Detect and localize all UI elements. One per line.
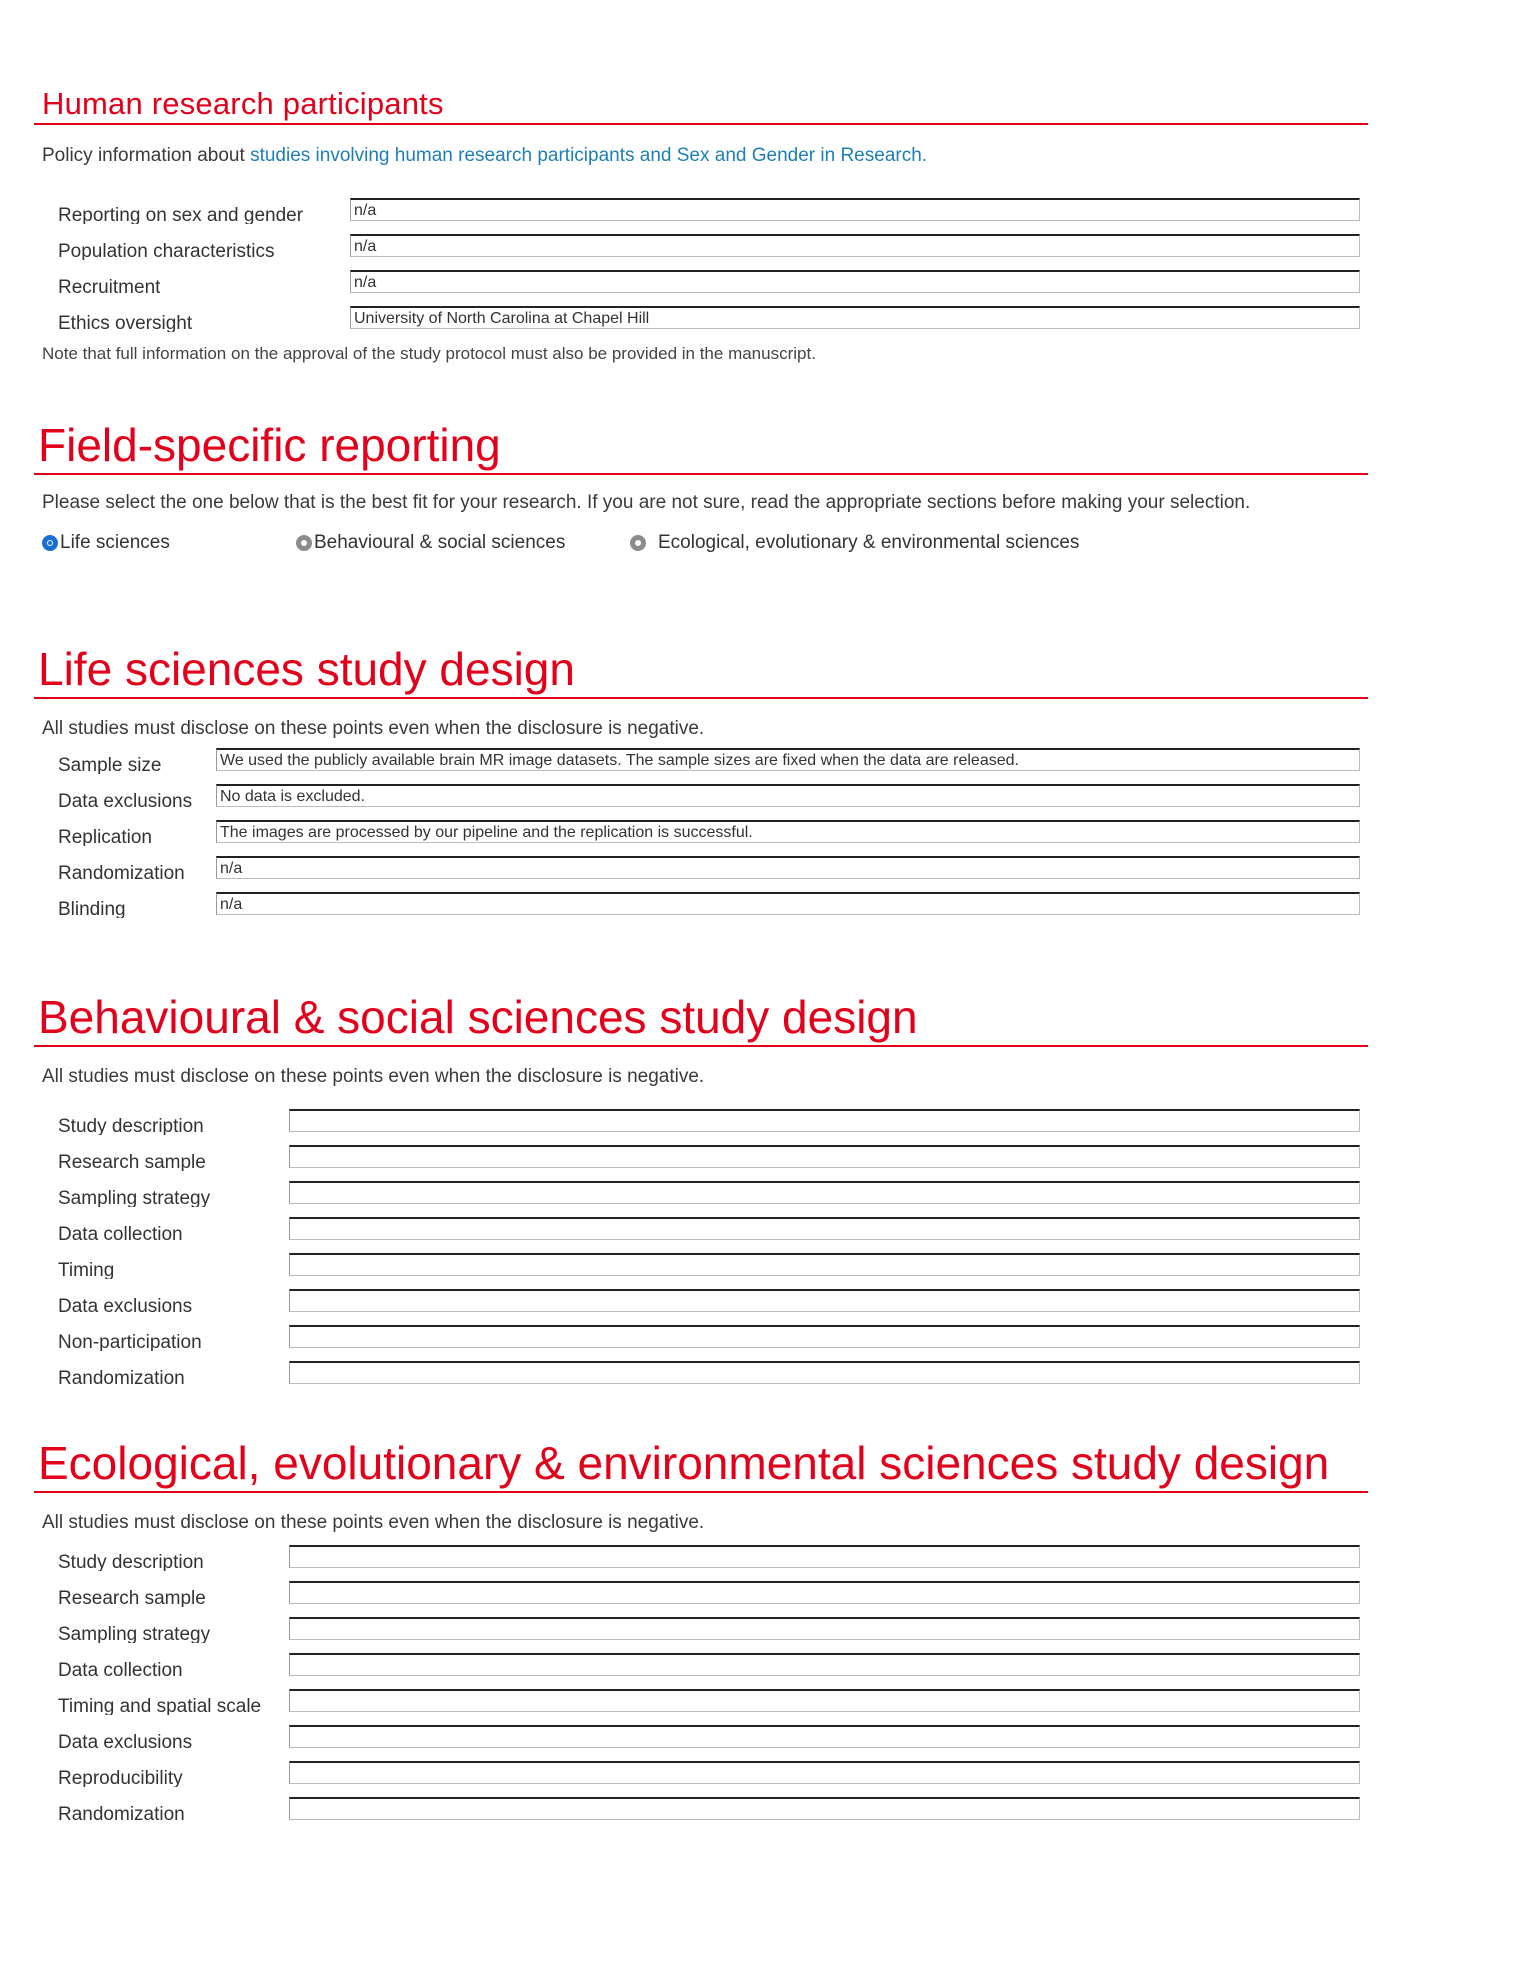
radio-label: Ecological, evolutionary & environmental sciences <box>658 532 1080 553</box>
ethics-note: Note that full information on the approval of the study protocol must also be provided in the manuscript. <box>42 344 816 363</box>
field-label: Reporting on sex and gender <box>58 205 304 224</box>
field-label: Non-participation <box>58 1332 202 1351</box>
form-row-timing <box>58 1253 1360 1279</box>
ethics-oversight-field[interactable]: University of North Carolina at Chapel Hill <box>350 306 1360 329</box>
form-row-data-collection <box>58 1653 1360 1679</box>
section-divider <box>34 1045 1368 1047</box>
form-row-sample-size <box>58 748 1360 774</box>
form-row-non-participation <box>58 1325 1360 1351</box>
form-row-population-characteristics <box>58 234 1360 260</box>
field-label: Recruitment <box>58 277 161 296</box>
field-label: Sample size <box>58 755 162 774</box>
sample-size-field[interactable]: We used the publicly available brain MR image datasets. The sample sizes are fixed when the data are released. <box>216 748 1360 771</box>
field-label: Data exclusions <box>58 1732 193 1751</box>
field-label: Timing and spatial scale <box>58 1696 262 1715</box>
sampling-strategy-field[interactable] <box>289 1617 1360 1640</box>
field-label: Research sample <box>58 1152 206 1171</box>
radio-life-sciences[interactable] <box>42 532 170 554</box>
data-collection-field[interactable] <box>289 1217 1360 1240</box>
section-divider <box>34 473 1368 475</box>
data-exclusions-field[interactable] <box>289 1289 1360 1312</box>
ecological-intro: All studies must disclose on these points even when the disclosure is negative. <box>42 1512 705 1533</box>
section-divider <box>34 123 1368 125</box>
behavioural-title: Behavioural & social sciences study design <box>38 991 918 1043</box>
sampling-strategy-field[interactable] <box>289 1181 1360 1204</box>
data-collection-field[interactable] <box>289 1653 1360 1676</box>
research-sample-field[interactable] <box>289 1145 1360 1168</box>
form-row-sampling-strategy <box>58 1617 1360 1643</box>
randomization-field[interactable]: n/a <box>216 856 1360 879</box>
form-row-research-sample <box>58 1145 1360 1171</box>
randomization-field[interactable] <box>289 1361 1360 1384</box>
data-exclusions-field[interactable]: No data is excluded. <box>216 784 1360 807</box>
ecological-title: Ecological, evolutionary & environmental sciences study design <box>38 1437 1330 1489</box>
policy-prefix: Policy information about <box>42 145 251 166</box>
policy-link[interactable]: studies involving human research participants and Sex and Gender in Research. <box>250 145 928 166</box>
field-label: Randomization <box>58 1368 185 1387</box>
radio-behavioural-social[interactable] <box>296 532 565 554</box>
form-row-reproducibility <box>58 1761 1360 1787</box>
form-row-blinding <box>58 892 1360 918</box>
radio-selected-icon <box>42 535 58 551</box>
form-row-randomization <box>58 1361 1360 1387</box>
form-row-data-collection <box>58 1217 1360 1243</box>
research-sample-field[interactable] <box>289 1581 1360 1604</box>
radio-label: Life sciences <box>60 532 170 553</box>
field-label: Randomization <box>58 1804 185 1823</box>
field-label: Study description <box>58 1552 204 1571</box>
field-label: Sampling strategy <box>58 1188 211 1207</box>
field-label: Data exclusions <box>58 791 193 810</box>
life-intro: All studies must disclose on these points even when the disclosure is negative. <box>42 718 705 739</box>
population-characteristics-field[interactable]: n/a <box>350 234 1360 257</box>
field-label: Randomization <box>58 863 185 882</box>
human-section-title: Human research participants <box>42 86 444 121</box>
form-row-timing-spatial-scale <box>58 1689 1360 1715</box>
field-label: Replication <box>58 827 152 846</box>
field-label: Ethics oversight <box>58 313 193 332</box>
field-label: Research sample <box>58 1588 206 1607</box>
form-row-study-description <box>58 1545 1360 1571</box>
blinding-field[interactable]: n/a <box>216 892 1360 915</box>
radio-unselected-icon <box>296 535 312 551</box>
recruitment-field[interactable]: n/a <box>350 270 1360 293</box>
form-row-reporting-sex-gender <box>58 198 1360 224</box>
reporting-sex-gender-field[interactable]: n/a <box>350 198 1360 221</box>
randomization-field[interactable] <box>289 1797 1360 1820</box>
field-label: Reproducibility <box>58 1768 183 1787</box>
form-row-randomization <box>58 1797 1360 1823</box>
field-label: Study description <box>58 1116 204 1135</box>
field-label: Data collection <box>58 1660 183 1679</box>
form-row-data-exclusions <box>58 1725 1360 1751</box>
form-row-study-description <box>58 1109 1360 1135</box>
field-specific-title: Field-specific reporting <box>38 419 501 471</box>
data-exclusions-field[interactable] <box>289 1725 1360 1748</box>
human-policy-text <box>42 145 927 167</box>
reproducibility-field[interactable] <box>289 1761 1360 1784</box>
timing-spatial-scale-field[interactable] <box>289 1689 1360 1712</box>
form-row-replication <box>58 820 1360 846</box>
field-label: Data collection <box>58 1224 183 1243</box>
form-row-ethics-oversight <box>58 306 1360 332</box>
field-label: Data exclusions <box>58 1296 193 1315</box>
study-description-field[interactable] <box>289 1109 1360 1132</box>
timing-field[interactable] <box>289 1253 1360 1276</box>
field-instruction: Please select the one below that is the best fit for your research. If you are not sure, read the appropriate sections before making your selection. <box>42 492 1251 513</box>
life-sciences-title: Life sciences study design <box>38 643 575 695</box>
non-participation-field[interactable] <box>289 1325 1360 1348</box>
replication-field[interactable]: The images are processed by our pipeline and the replication is successful. <box>216 820 1360 843</box>
section-divider <box>34 697 1368 699</box>
radio-unselected-icon <box>630 535 646 551</box>
behavioural-intro: All studies must disclose on these points even when the disclosure is negative. <box>42 1066 705 1087</box>
radio-label: Behavioural & social sciences <box>314 532 566 553</box>
field-label: Sampling strategy <box>58 1624 211 1643</box>
form-row-sampling-strategy <box>58 1181 1360 1207</box>
radio-ecological-evolutionary[interactable] <box>630 532 1079 554</box>
form-row-research-sample <box>58 1581 1360 1607</box>
form-row-recruitment <box>58 270 1360 296</box>
study-description-field[interactable] <box>289 1545 1360 1568</box>
form-row-data-exclusions <box>58 1289 1360 1315</box>
section-divider <box>34 1491 1368 1493</box>
field-label: Population characteristics <box>58 241 275 260</box>
form-row-data-exclusions <box>58 784 1360 810</box>
field-label: Timing <box>58 1260 115 1279</box>
form-row-randomization <box>58 856 1360 882</box>
field-label: Blinding <box>58 899 126 918</box>
